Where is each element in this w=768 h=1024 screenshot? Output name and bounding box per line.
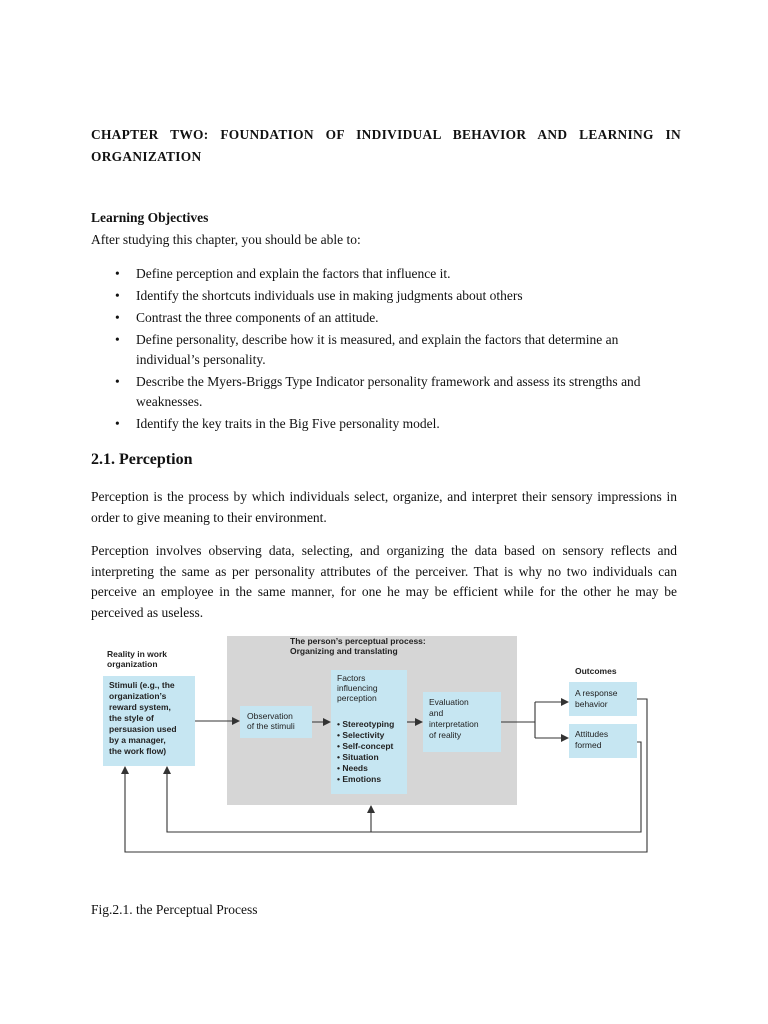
- objective-item: [91, 286, 681, 306]
- bullet-icon: •: [115, 332, 120, 347]
- stimuli-text: Stimuli (e.g., the organization’s reward system, the style of persuasion used by a manager, the work flow): [109, 680, 177, 756]
- learning-objectives-list: [91, 264, 681, 436]
- objective-text: Define personality, describe how it is measured, and explain the factors that determine an individual’s personality.: [136, 332, 619, 367]
- learning-objectives-heading: Learning Objectives: [91, 210, 209, 225]
- objective-item: [91, 372, 681, 412]
- bullet-icon: •: [115, 310, 120, 325]
- factors-list: • Stereotyping • Selectivity • Self-concept • Situation • Needs • Emotions: [337, 719, 395, 784]
- objective-item: [91, 330, 681, 370]
- objective-text: Identify the key traits in the Big Five personality model.: [136, 416, 440, 431]
- learning-objectives-intro: After studying this chapter, you should be able to:: [91, 232, 361, 247]
- process-title-line: Organizing and translating: [290, 646, 398, 656]
- objective-item: [91, 264, 681, 284]
- process-title-line: The person’s perceptual process:: [290, 636, 426, 646]
- paragraph-explanation: Perception involves observing data, selecting, and organizing the data based on sensory reflects and interpreting the same as per personality attributes of the perceiver. That is why no two individuals can perceive an employee in the same manner, for one he may be efficient while for the other he may be perceived as useless.: [91, 543, 677, 620]
- chapter-title: CHAPTER TWO: FOUNDATION OF INDIVIDUAL BEHAVIOR AND LEARNING IN ORGANIZATION: [91, 127, 681, 164]
- section-heading: 2.1. Perception: [91, 451, 193, 468]
- response-text: A response behavior: [575, 688, 618, 709]
- outcomes-title: Outcomes: [575, 666, 617, 676]
- bullet-icon: •: [115, 266, 120, 281]
- bullet-icon: •: [115, 288, 120, 303]
- figure-caption: Fig.2.1. the Perceptual Process: [91, 902, 258, 917]
- objective-text: Define perception and explain the factors that influence it.: [136, 266, 451, 281]
- objective-item: [91, 414, 681, 434]
- evaluation-text: Evaluation and interpretation of reality: [429, 697, 479, 740]
- reality-title: [107, 649, 169, 669]
- bullet-icon: •: [115, 374, 120, 389]
- objective-text: Contrast the three components of an attitude.: [136, 310, 379, 325]
- perceptual-process-diagram: [95, 632, 665, 862]
- objective-item: [91, 308, 681, 328]
- objective-text: Describe the Myers-Briggs Type Indicator personality framework and assess its strengths and weaknesses.: [136, 374, 641, 409]
- attitudes-text: Attitudes formed: [575, 729, 609, 750]
- factors-text: Factors influencing perception: [337, 673, 378, 703]
- observation-text: Observation of the stimuli: [247, 711, 295, 731]
- reality-title-line: Reality in work: [107, 649, 167, 659]
- paragraph-definition: Perception is the process by which individuals select, organize, and interpret their sensory impressions in order to give meaning to their environment.: [91, 489, 677, 525]
- bullet-icon: •: [115, 416, 120, 431]
- reality-title-line: organization: [107, 659, 158, 669]
- objective-text: Identify the shortcuts individuals use in making judgments about others: [136, 288, 523, 303]
